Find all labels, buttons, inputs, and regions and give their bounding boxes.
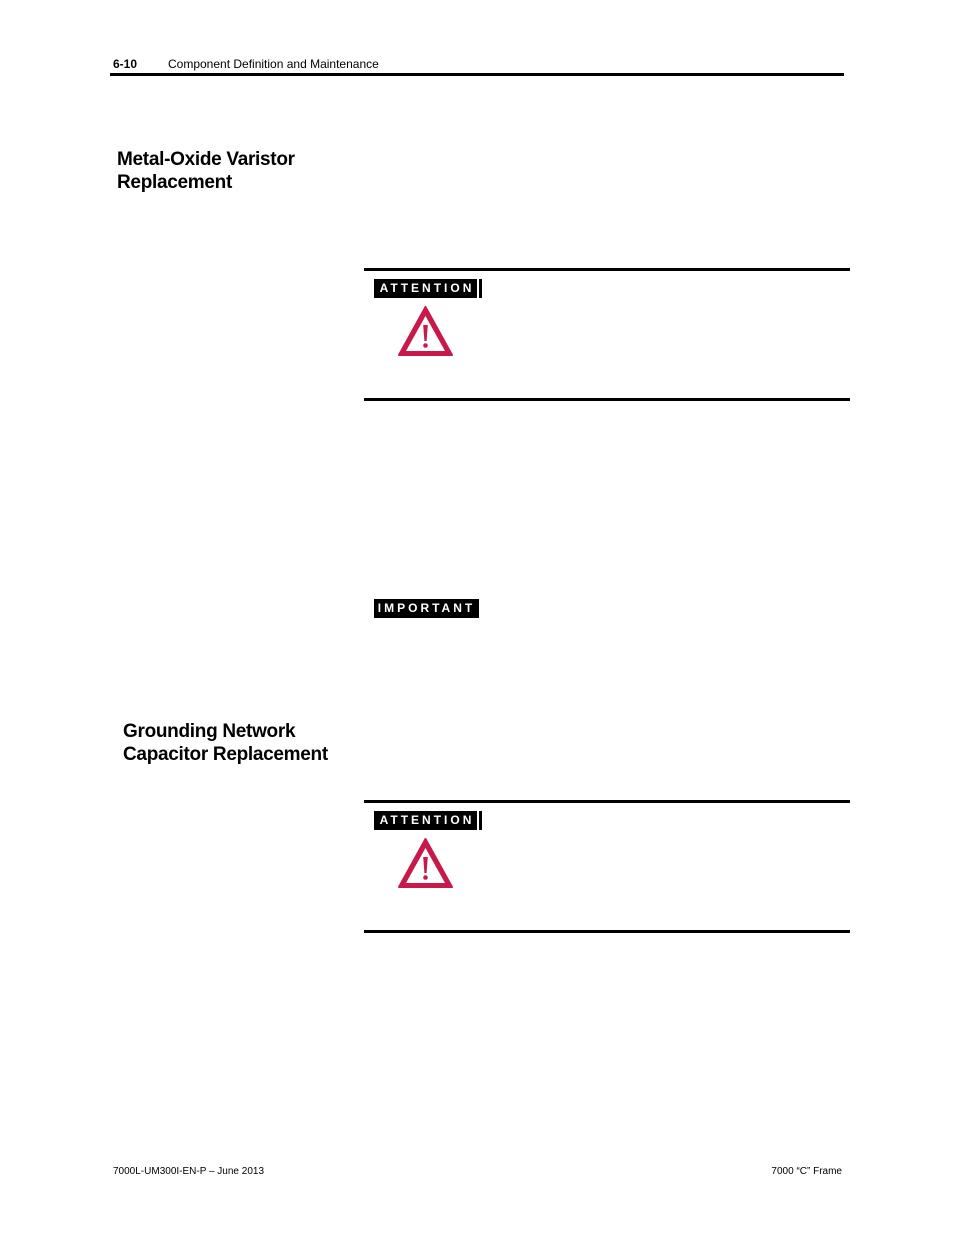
attention-label: ATTENTION: [374, 279, 482, 298]
warning-triangle-icon: [397, 837, 454, 889]
attention-box-bottom-rule: [364, 398, 850, 401]
section-heading-line: Replacement: [117, 172, 232, 193]
important-label: IMPORTANT: [374, 599, 479, 618]
product-name: 7000 “C” Frame: [771, 1166, 842, 1177]
attention-box-top-rule: [364, 268, 850, 271]
page-number: 6-10: [113, 57, 138, 71]
section-heading-line: Grounding Network: [123, 721, 296, 742]
warning-triangle-icon: [397, 305, 454, 357]
header-rule: [110, 73, 844, 76]
section-heading: [117, 148, 295, 194]
chapter-title: Component Definition and Maintenance: [168, 57, 379, 71]
section-heading-line: Capacitor Replacement: [123, 744, 328, 765]
publication-number: 7000L-UM300I-EN-P – June 2013: [113, 1166, 265, 1177]
attention-box-bottom-rule: [364, 930, 850, 933]
section-heading-line: Metal-Oxide Varistor: [117, 149, 295, 170]
attention-label: ATTENTION: [374, 811, 482, 830]
attention-box-top-rule: [364, 800, 850, 803]
section-heading: [123, 720, 328, 766]
